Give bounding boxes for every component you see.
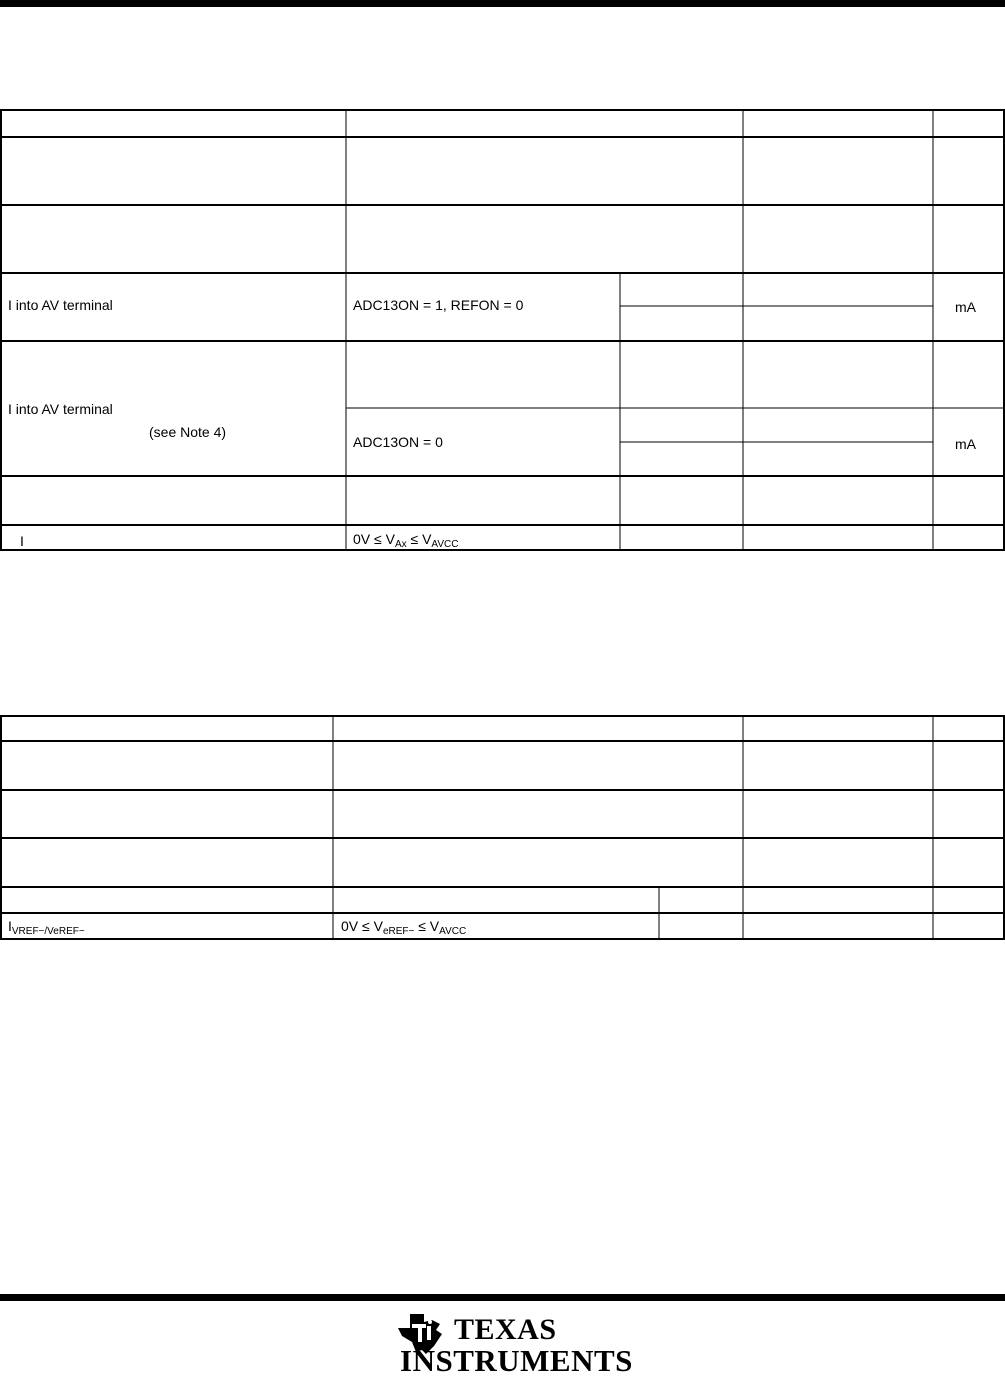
table-1-row3-conditions: ADC13ON = 1, REFON = 0 [353, 297, 524, 313]
table-1-row4-unit: mA [955, 436, 976, 452]
table-1-row4-conditions: ADC13ON = 0 [353, 434, 443, 450]
table-1-row3-unit: mA [955, 299, 976, 315]
table-1-row3-param: I into AV terminal [8, 297, 113, 313]
logo-texas-text: TEXAS [454, 1313, 557, 1346]
table-1-row6-param: I [20, 533, 24, 549]
logo-instruments-text: INSTRUMENTS [400, 1343, 633, 1378]
table-1-rows [0, 110, 1005, 550]
table-1-row4-note: (see Note 4) [149, 424, 227, 440]
table-2-row5-conditions: $0V \le V_{eREF-} \le V_{AVCC}$ [341, 918, 467, 937]
table-2-columns [1, 716, 1004, 939]
ti-logo [396, 1312, 633, 1384]
table-1-row4-param: I into AV terminal [8, 401, 113, 417]
table-1-columns [1, 110, 1004, 550]
footer-rule [0, 1294, 1005, 1301]
table-1-row6-conditions: $0V \le V_{Ax} \le V_{AVCC}$ [353, 531, 459, 550]
table-2-row5-param: $I_{VREF-/VeREF-}$ [8, 918, 85, 937]
table-2-rows [0, 716, 1005, 939]
